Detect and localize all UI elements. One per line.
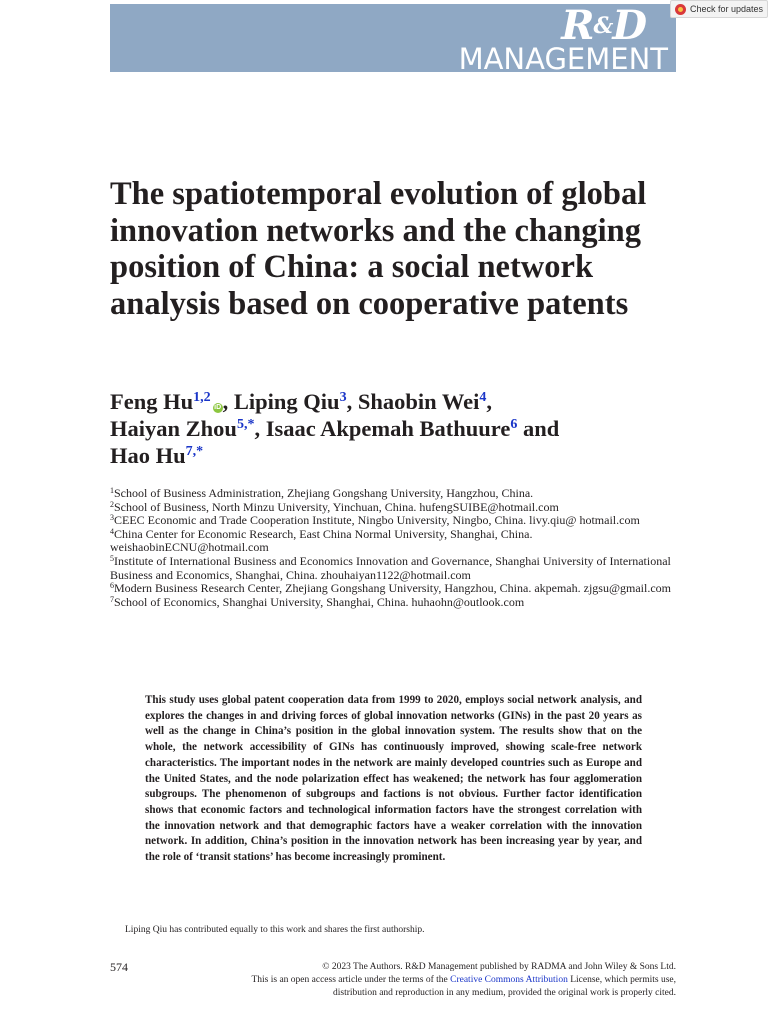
affiliation-text: Modern Business Research Center, Zhejiang Gongshang University, Hangzhou, China. akpemah. zjgsu@gmail.com: [114, 581, 672, 596]
page-number: 574: [110, 960, 128, 974]
author-sup[interactable]: 3: [339, 390, 347, 405]
affiliation-num: 3: [110, 513, 114, 523]
affiliation-num: 7: [110, 594, 114, 604]
author-sep: ,: [346, 389, 353, 414]
journal-logo-management: MANAGEMENT: [458, 42, 668, 76]
affiliation-item: [110, 487, 676, 501]
affiliations: [110, 487, 676, 609]
affiliation-text: School of Economics, Shanghai University, Shanghai, China. huhaohn@outlook.com: [114, 594, 525, 609]
affiliation-num: 2: [110, 499, 114, 509]
affiliation-num: 4: [110, 526, 114, 536]
affiliation-text: School of Business Administration, Zhejiang Gongshang University, Hangzhou, China.: [114, 486, 534, 500]
author-sup[interactable]: 5,*: [236, 417, 255, 432]
author-name: Liping Qiu: [233, 389, 340, 414]
license-line-2: distribution and reproduction in any medium, provided the original work is properly cited.: [333, 988, 676, 998]
affiliation-text: China Center for Economic Research, East China Normal University, Shanghai, China. weishaobinECNU@hotmail.com: [110, 526, 533, 555]
article-title: The spatiotemporal evolution of global innovation networks and the changing position of China: a social network analysis based on cooperative patents: [110, 176, 647, 322]
author-name: Hao Hu: [110, 443, 186, 468]
author-sep: ,: [254, 416, 261, 441]
footnote: Liping Qiu has contributed equally to this work and shares the first authorship.: [125, 925, 425, 935]
check-for-updates-label: Check for updates: [690, 4, 764, 14]
affiliation-item: [110, 596, 676, 610]
affiliation-text: CEEC Economic and Trade Cooperation Institute, Ningbo University, Ningbo, China. livy.qiu@ hotmail.com: [114, 513, 640, 528]
affiliation-num: 6: [110, 581, 114, 591]
abstract: This study uses global patent cooperation data from 1999 to 2020, employs social network analysis, and explores the changes in and driving forces of global innovation networks (GINs) in the past 20 years as well as the change in China’s position in the global innovation system. The results show that on the whole, the network accessibility of GINs has continuously improved, showing scale-free network characteristics. The important nodes in the network are mainly developed countries such as Europe and the United States, and the node polarization effect has weakened; the network has four agglomeration subgroups. The phenomenon of subgroups and factions is not obvious. Further factor identification shows that economic factors and technological information factors have the strongest correlation with the innovation network and that demographic factors have a weaker correlation with the innovation network. In addition, China’s position in the innovation network has been increasing year by year, and the role of ‘transit stations’ has become increasingly prominent.: [145, 694, 642, 864]
affiliation-item: [110, 514, 676, 528]
license-line: [156, 974, 676, 987]
journal-banner: [110, 2, 676, 76]
affiliation-num: 1: [110, 486, 114, 495]
author-sup[interactable]: 6: [510, 417, 518, 432]
affiliation-text: School of Business, North Minzu University, Yinchuan, China. hufengSUIBE@hotmail.com: [114, 499, 559, 514]
author-sep: ,: [222, 389, 229, 414]
copyright-line: © 2023 The Authors. R&D Management published by RADMA and John Wiley & Sons Ltd.: [322, 962, 676, 972]
license-text-after: License, which permits use,: [570, 975, 676, 985]
affiliation-item: [110, 528, 676, 555]
journal-logo-rd: R&D: [561, 2, 646, 49]
author-sup[interactable]: 4: [479, 390, 487, 405]
orcid-icon[interactable]: iD: [214, 404, 222, 411]
author-name: Shaobin Wei: [357, 389, 480, 414]
affiliation-item: [110, 501, 676, 515]
author-name: Isaac Akpemah Bathuure: [265, 416, 511, 441]
author-and: and: [522, 416, 560, 441]
copyright-notice: [156, 961, 676, 1000]
author-list: [110, 388, 670, 469]
author-sup[interactable]: 7,*: [185, 444, 204, 459]
affiliation-item: [110, 555, 676, 582]
affiliation-item: [110, 582, 676, 596]
license-text-before: This is an open access article under the terms of the: [251, 975, 448, 985]
check-for-updates-button[interactable]: [670, 0, 768, 18]
affiliation-text: Institute of International Business and Economics Innovation and Governance, Shanghai University of International Business and Economics, Shanghai, China. zhouhaiyan1122@hotmail.com: [110, 553, 671, 582]
author-name: Feng Hu: [110, 389, 194, 414]
creative-commons-link[interactable]: Creative Commons Attribution: [450, 975, 568, 985]
author-sep: ,: [486, 389, 492, 414]
affiliation-num: 5: [110, 553, 114, 563]
author-name: Haiyan Zhou: [110, 416, 237, 441]
author-sup[interactable]: 1,2: [193, 390, 211, 405]
crossmark-icon: [675, 4, 686, 15]
